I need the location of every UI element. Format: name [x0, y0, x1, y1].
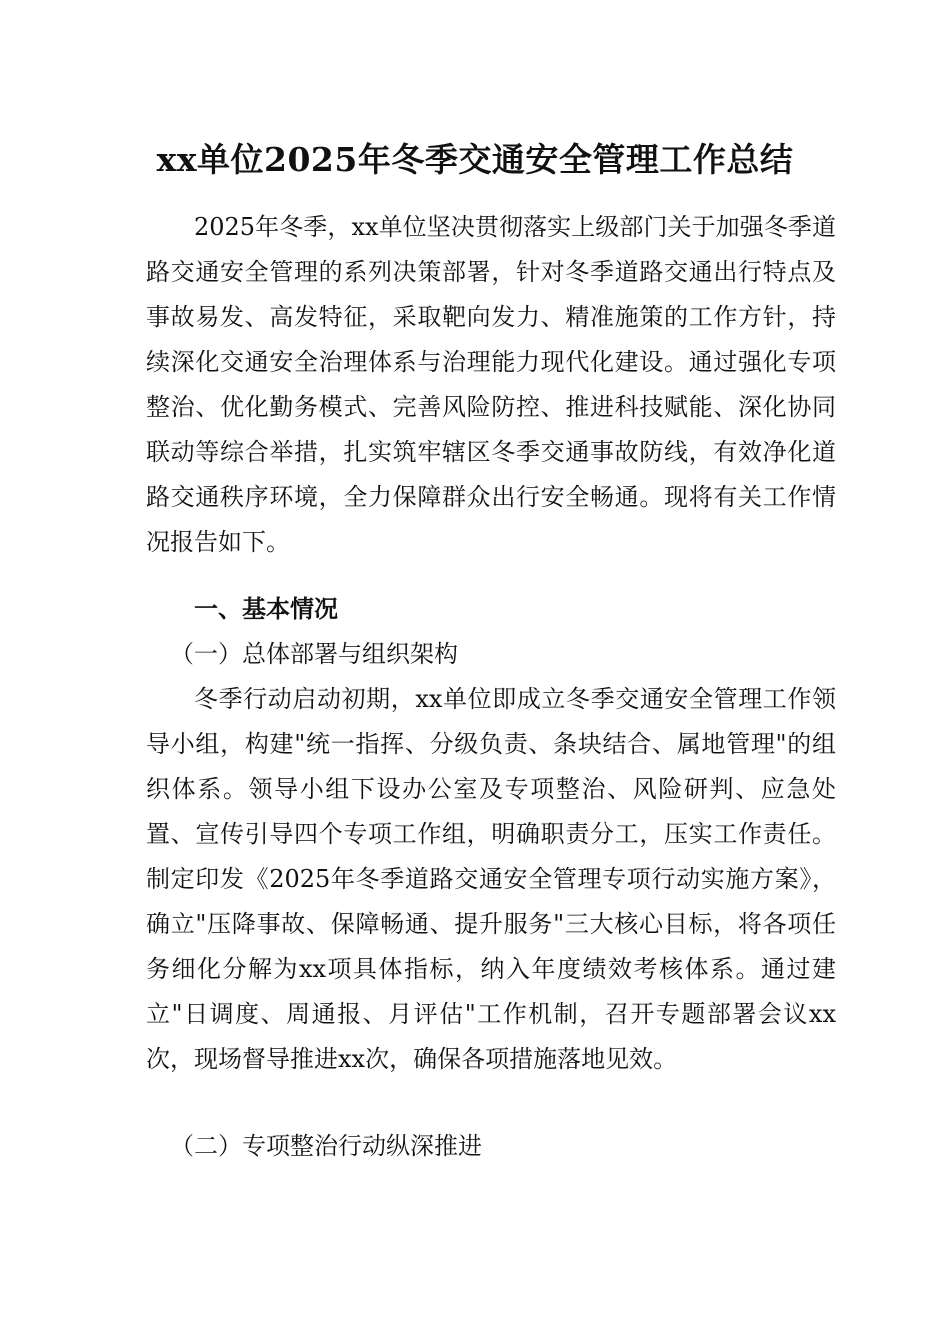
section-heading-basic-situation: 一、基本情况: [194, 595, 338, 623]
document-title: xx单位2025年冬季交通安全管理工作总结: [156, 140, 794, 179]
intro-paragraph: 2025年冬季，xx单位坚决贯彻落实上级部门关于加强冬季道路交通安全管理的系列决策部署，针对冬季道路交通出行特点及事故易发、高发特征，采取靶向发力、精准施策的工作方针，持续深化交通安全治理体系与治理能力现代化建设。通过强化专项整治、优化勤务模式、完善风险防控、推进科技赋能、深化协同联动等综合举措，扎实筑牢辖区冬季交通事故防线，有效净化道路交通秩序环境，全力保障群众出行安全畅通。现将有关工作情况报告如下。: [146, 213, 836, 556]
subsection-heading-special-rectification: （二）专项整治行动纵深推进: [170, 1132, 482, 1160]
subsection-heading-deployment: （一）总体部署与组织架构: [170, 640, 458, 668]
subsection-paragraph-deployment: 冬季行动启动初期，xx单位即成立冬季交通安全管理工作领导小组，构建"统一指挥、分级负责、条块结合、属地管理"的组织体系。领导小组下设办公室及专项整治、风险研判、应急处置、宣传引导四个专项工作组，明确职责分工，压实工作责任。制定印发《2025年冬季道路交通安全管理专项行动实施方案》，确立"压降事故、保障畅通、提升服务"三大核心目标，将各项任务细化分解为xx项具体指标，纳入年度绩效考核体系。通过建立"日调度、周通报、月评估"工作机制，召开专题部署会议xx次，现场督导推进xx次，确保各项措施落地见效。: [146, 685, 836, 1073]
